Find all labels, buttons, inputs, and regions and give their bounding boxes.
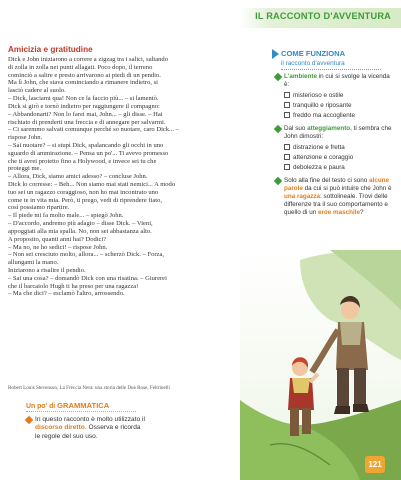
- q1-option-2-label: tranquillo e riposante: [293, 102, 352, 109]
- page-number: 121: [365, 456, 385, 473]
- story-line: – Ma che dici? – esclamò l'altro, arrossendo.: [8, 290, 125, 298]
- grammar-text: [35, 416, 145, 441]
- question-1: [284, 73, 394, 89]
- story-line: cominciò a salire e presto arrivarono ai piedi di un pendio.: [8, 71, 161, 79]
- story-line: Iniziarono a risalire il pendio.: [8, 266, 86, 274]
- story-line: lasciò cadere al suolo.: [8, 87, 66, 95]
- q1-option-2[interactable]: [284, 102, 351, 109]
- question-2-highlight: atteggiamento: [307, 125, 351, 132]
- story-line: tuo sei un ragazzo coraggioso, non ho mai incontrato uno: [8, 188, 159, 196]
- q1-option-3-label: freddo ma accogliente: [293, 112, 355, 119]
- story-line: – Allora, Dick, siamo amici adesso? – concluse John.: [8, 173, 148, 181]
- story-line: – Il piede mi fa molto male... – spiegò John.: [8, 212, 124, 220]
- checkbox[interactable]: [284, 154, 290, 160]
- bullet-icon: [274, 177, 282, 185]
- q2-option-1-label: distrazione e fretta: [293, 144, 345, 151]
- story-line: come te in vita mia. Però, ti prego, vedi di riprendere fiato,: [8, 196, 162, 204]
- story-line: – Dick, lasciami qua! Non ce la faccio più... – si lamentò.: [8, 95, 159, 103]
- story-line: che ti avrei protetto fino a Holywood, e invece sei tu che: [8, 157, 157, 165]
- question-1-highlight: L'ambiente: [284, 73, 317, 80]
- story-line: – Non sei cresciuto molto, allora... – scherzò Dick. – Forza,: [8, 251, 164, 259]
- grammar-title-pre: Un po' di: [26, 403, 58, 410]
- story-line: Dick lo corresse: – Beh... Non siamo mai stati nemici... A modo: [8, 181, 176, 188]
- question-3-end: ?: [359, 209, 364, 216]
- story-line: così possiamo ripartire.: [8, 204, 70, 212]
- question-2-pre: Dal suo: [284, 125, 308, 132]
- question-3-mid2: : sottolineale. Trovi delle differenze tra il suo comportamento e quello di un: [284, 193, 388, 216]
- story-line: – Ci saremmo salvati comunque perché so nuotare, caro Dick... –: [8, 126, 179, 134]
- story-line: Dick e John iniziarono a correre a zigzag tra i salici, saltando: [8, 56, 168, 63]
- q1-option-1[interactable]: [284, 92, 343, 99]
- q2-option-3[interactable]: [284, 164, 345, 171]
- bullet-icon: [25, 416, 33, 424]
- story-line: Ma lì John, che stava cominciando a rimanere indietro, si: [8, 79, 158, 87]
- checkbox[interactable]: [284, 144, 290, 150]
- story-line: che il barcaiolo Hugh ti ha preso per una ragazza!: [8, 282, 139, 290]
- q2-option-3-label: debolezza e paura: [293, 164, 345, 171]
- question-3-highlight-3: eroe maschile: [317, 209, 360, 216]
- story-credit: Robert Louis Stevenson, La Freccia Nera: una storia delle Due Rose, Feltrinelli: [8, 385, 170, 391]
- story-line: – Sai una cosa? – domandò Dick con una risatina. – Giurerei: [8, 274, 167, 282]
- story-line: rispose John.: [8, 134, 43, 142]
- panel-subtitle: il racconto d'avventura: [281, 60, 345, 67]
- story-line: di zolla in zolla nei punti allagati. Poco dopo, il terreno: [8, 63, 153, 71]
- story-line: – Sai nuotare? – si stupì Dick, spalancando gli occhi in uno: [8, 141, 164, 149]
- grammar-divider: [26, 411, 136, 412]
- section-title: IL RACCONTO D'AVVENTURA: [255, 11, 391, 21]
- bullet-icon: [274, 125, 282, 133]
- story-line: – Ma no, ne ho sedici! – rispose John.: [8, 243, 108, 251]
- question-3-mid: da cui si può intuire che John è: [302, 185, 392, 192]
- story-line: – D'accordo, andremo più adagio – disse Dick. – Vieni,: [8, 220, 153, 228]
- illustration-two-boys-climbing: [240, 250, 401, 480]
- panel-divider: [281, 69, 381, 70]
- question-2: [284, 125, 396, 141]
- question-3-highlight-1: alcune parole: [284, 177, 390, 192]
- q1-option-1-label: misterioso e ostile: [293, 92, 344, 99]
- grammar-title: [26, 401, 109, 410]
- story-line: Dick si girò e tornò indietro per raggiungere il compagno:: [8, 102, 160, 110]
- question-3-highlight-2: una ragazza: [284, 193, 321, 200]
- q2-option-1[interactable]: [284, 144, 345, 151]
- story-line: allungami la mano.: [8, 259, 59, 267]
- grammar-text-pre: In questo racconto è molto utilizzato il: [35, 416, 145, 423]
- panel-arrow-icon: [271, 48, 280, 60]
- story-line: – Abbandonarti? Non lo farei mai, John... – gli disse. – Hai: [8, 110, 163, 118]
- grammar-text-highlight: discorso diretto: [35, 424, 85, 432]
- panel-title: COME FUNZIONA: [281, 49, 346, 58]
- story-line: sguardo di ammirazione. – Pensa un po'... Ti avevo promesso: [8, 149, 169, 157]
- question-1-text: in cui si svolge la vicenda è:: [284, 73, 390, 88]
- checkbox[interactable]: [284, 112, 290, 118]
- question-3-pre: Solo alla fine del testo ci sono: [284, 177, 370, 184]
- checkbox[interactable]: [284, 164, 290, 170]
- q2-option-2-label: attenzione e coraggio: [293, 154, 354, 161]
- story-line: proteggi me.: [8, 165, 42, 173]
- story-title: Amicizia e gratitudine: [8, 45, 93, 54]
- story-text: [8, 56, 252, 298]
- question-3: [284, 177, 396, 217]
- q1-option-3[interactable]: [284, 112, 355, 119]
- checkbox[interactable]: [284, 92, 290, 98]
- question-2-text: , ti sembra che John dimostri:: [284, 125, 392, 140]
- story-line: rischiato di prenderti una freccia e di annegare per salvarmi.: [8, 118, 166, 126]
- bullet-icon: [274, 73, 282, 81]
- checkbox[interactable]: [284, 102, 290, 108]
- story-line: appoggiati alla mia spalla. No, non sei abbastanza alto.: [8, 227, 152, 235]
- grammar-text-post: . Osserva e ricorda le regole del suo uso.: [35, 424, 141, 440]
- grammar-title-highlight: GRAMMATICA: [57, 401, 110, 410]
- story-line: A proposito, quanti anni hai? Dodici?: [8, 235, 107, 243]
- q2-option-2[interactable]: [284, 154, 353, 161]
